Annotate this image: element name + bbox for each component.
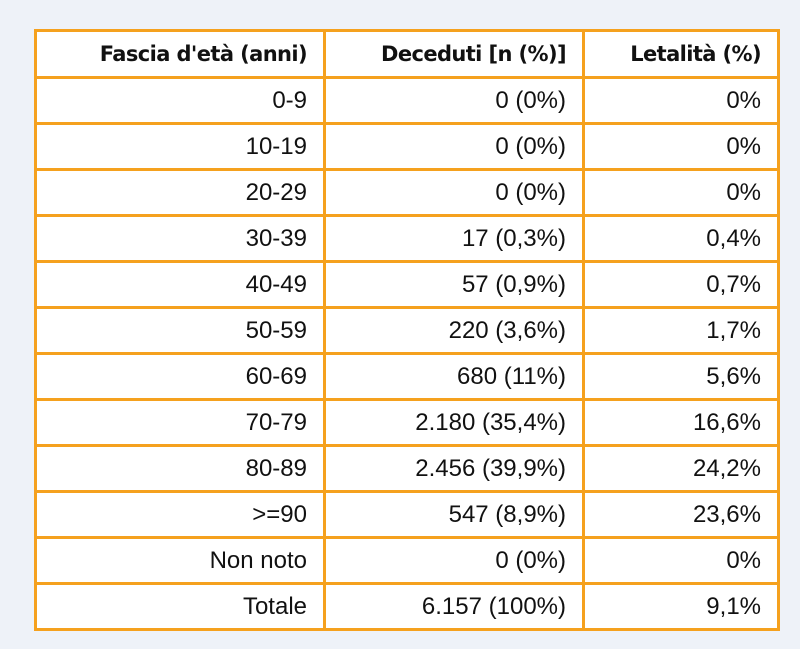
cell-deaths: 6.157 (100%) — [325, 584, 584, 630]
cell-age-group: Non noto — [36, 538, 325, 584]
table-header-row — [36, 31, 779, 78]
cell-deaths: 57 (0,9%) — [325, 262, 584, 308]
cell-deaths: 0 (0%) — [325, 78, 584, 124]
header-lethality: Letalità (%) — [584, 31, 779, 78]
cell-lethality: 0% — [584, 78, 779, 124]
cell-deaths: 0 (0%) — [325, 124, 584, 170]
cell-deaths: 0 (0%) — [325, 538, 584, 584]
table-row — [36, 354, 779, 400]
table-row — [36, 262, 779, 308]
table-row-total — [36, 584, 779, 630]
cell-lethality: 16,6% — [584, 400, 779, 446]
cell-lethality: 1,7% — [584, 308, 779, 354]
table-row — [36, 216, 779, 262]
table-row — [36, 170, 779, 216]
age-mortality-table — [34, 29, 780, 631]
cell-age-group: 60-69 — [36, 354, 325, 400]
cell-age-group: 40-49 — [36, 262, 325, 308]
table-row — [36, 538, 779, 584]
cell-deaths: 2.180 (35,4%) — [325, 400, 584, 446]
cell-lethality: 0% — [584, 170, 779, 216]
cell-age-group: 50-59 — [36, 308, 325, 354]
cell-lethality: 23,6% — [584, 492, 779, 538]
cell-lethality: 5,6% — [584, 354, 779, 400]
cell-lethality: 0% — [584, 124, 779, 170]
cell-age-group: >=90 — [36, 492, 325, 538]
cell-deaths: 220 (3,6%) — [325, 308, 584, 354]
cell-age-group: Totale — [36, 584, 325, 630]
table-row — [36, 492, 779, 538]
cell-age-group: 70-79 — [36, 400, 325, 446]
header-age-group: Fascia d'età (anni) — [36, 31, 325, 78]
cell-lethality: 0,4% — [584, 216, 779, 262]
header-deaths: Deceduti [n (%)] — [325, 31, 584, 78]
table-container — [34, 29, 780, 631]
cell-age-group: 10-19 — [36, 124, 325, 170]
table-row — [36, 446, 779, 492]
cell-age-group: 20-29 — [36, 170, 325, 216]
table-row — [36, 308, 779, 354]
cell-deaths: 17 (0,3%) — [325, 216, 584, 262]
cell-age-group: 80-89 — [36, 446, 325, 492]
cell-deaths: 547 (8,9%) — [325, 492, 584, 538]
cell-lethality: 9,1% — [584, 584, 779, 630]
table-row — [36, 124, 779, 170]
cell-lethality: 0,7% — [584, 262, 779, 308]
cell-deaths: 0 (0%) — [325, 170, 584, 216]
cell-deaths: 680 (11%) — [325, 354, 584, 400]
cell-age-group: 0-9 — [36, 78, 325, 124]
table-row — [36, 400, 779, 446]
cell-deaths: 2.456 (39,9%) — [325, 446, 584, 492]
table-row — [36, 78, 779, 124]
cell-lethality: 24,2% — [584, 446, 779, 492]
cell-lethality: 0% — [584, 538, 779, 584]
cell-age-group: 30-39 — [36, 216, 325, 262]
